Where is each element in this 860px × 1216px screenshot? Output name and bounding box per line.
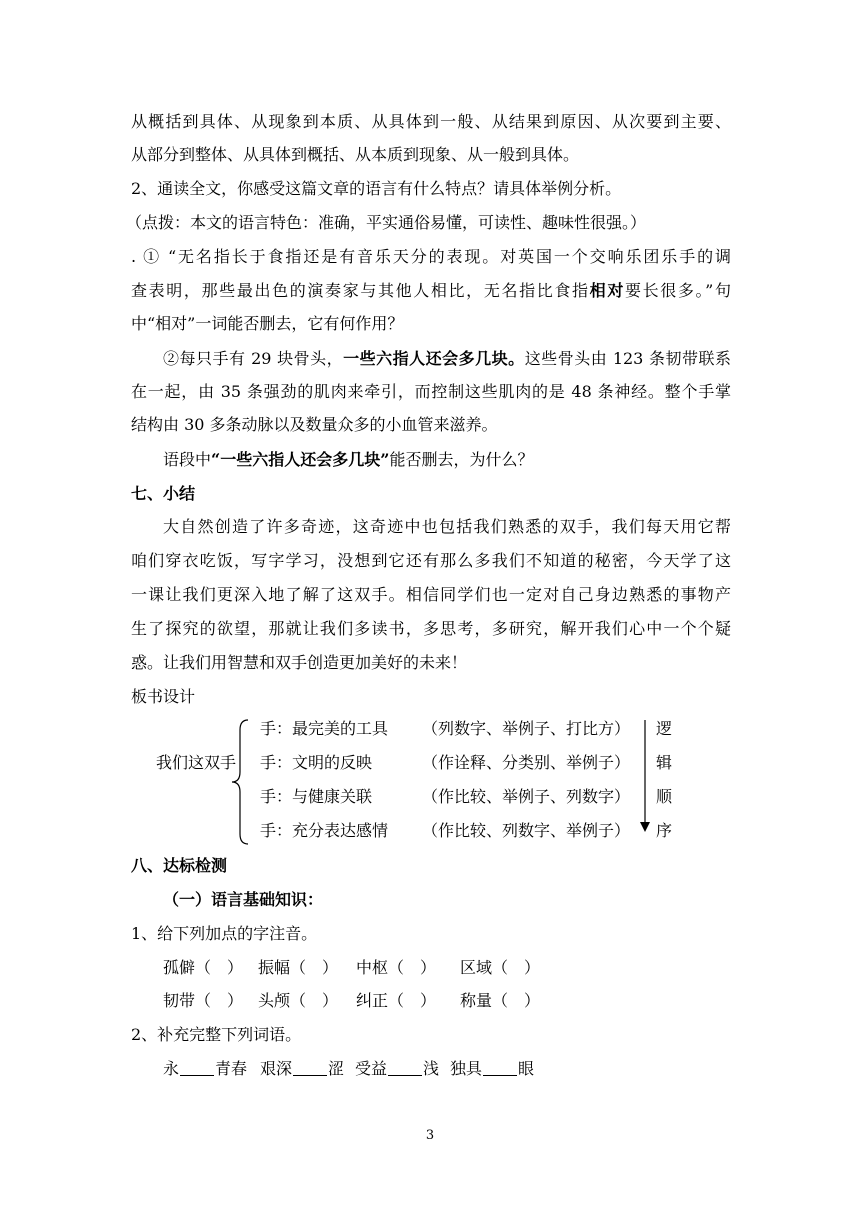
exercise-2: 2、补充完整下列词语。 [131, 1025, 302, 1044]
order-char: 辑 [656, 753, 673, 772]
idiom-part: 浅 [423, 1059, 440, 1078]
summary-line: 咱们穿衣吃饭，写字学习，没想到它还有那么多我们不知道的秘密，今天学了这 [131, 551, 731, 570]
summary-line: 一课让我们更深入地了解了这双手。相信同学们也一定对自己身边熟悉的事物产 [131, 585, 731, 604]
board-method: （作比较、列数字、举例子） [422, 821, 631, 840]
text-line [163, 449, 533, 471]
pinyin-item: 中枢（ ） [356, 958, 437, 977]
idiom-part: 青春 [215, 1059, 248, 1078]
subsection-heading: （一）语言基础知识： [163, 890, 324, 909]
pinyin-item: 纠正（ ） [356, 991, 437, 1010]
board-method: （列数字、举例子、打比方） [422, 719, 631, 738]
idiom-item [163, 1058, 247, 1080]
brace-icon [228, 718, 252, 846]
down-arrow-icon [638, 718, 652, 834]
emphasis-text: 一些六指人还会多几块。 [343, 349, 525, 368]
board-topic: 手：充分表达感情 [260, 821, 389, 840]
fill-blank[interactable] [180, 1059, 214, 1076]
text-span: 要长很多。”句 [624, 281, 731, 300]
pinyin-item: 区域（ ） [460, 958, 541, 977]
pinyin-item: 头颅（ ） [258, 991, 339, 1010]
pinyin-item: 孤僻（ ） [163, 958, 244, 977]
summary-line: 大自然创造了许多奇迹，这奇迹中也包括我们熟悉的双手，我们每天用它帮 [163, 517, 731, 536]
emphasis-text: 相对 [589, 281, 625, 300]
board-root: 我们这双手 [156, 753, 237, 772]
text-line: . ① “无名指长于食指还是有音乐天分的表现。对英国一个交响乐团乐手的调 [131, 247, 731, 266]
idiom-part: 受益 [355, 1059, 388, 1078]
text-span: ②每只手有 29 块骨头， [163, 349, 344, 368]
text-line: 从部分到整体、从具体到概括、从本质到现象、从一般到具体。 [131, 145, 580, 164]
pinyin-item: 韧带（ ） [163, 991, 244, 1010]
idiom-item [355, 1058, 439, 1080]
summary-line: 惑。让我们用智慧和双手创造更加美好的未来！ [131, 653, 468, 672]
section-heading-7: 七、小结 [131, 484, 196, 503]
idiom-item [260, 1058, 344, 1080]
emphasis-text: “一些六指人还会多几块” [211, 450, 390, 469]
text-line [131, 280, 731, 302]
board-method: （作诠释、分类别、举例子） [422, 753, 631, 772]
board-topic: 手：文明的反映 [260, 753, 373, 772]
idiom-part: 永 [163, 1059, 180, 1078]
board-topic: 手：与健康关联 [260, 787, 373, 806]
order-char: 序 [656, 821, 673, 840]
board-topic: 手：最完美的工具 [260, 719, 389, 738]
text-span: 能否删去，为什么？ [389, 450, 534, 469]
text-line: 从概括到具体、从现象到本质、从具体到一般、从结果到原因、从次要到主要、 [131, 112, 731, 131]
fill-blank[interactable] [388, 1059, 422, 1076]
pinyin-item: 振幅（ ） [258, 958, 339, 977]
question-2: 2、通读全文，你感受这篇文章的语言有什么特点？请具体举例分析。 [131, 179, 622, 198]
idiom-part: 涩 [328, 1059, 345, 1078]
board-method: （作比较、举例子、列数字） [422, 787, 631, 806]
fill-blank[interactable] [483, 1059, 517, 1076]
text-span: 查表明，那些最出色的演奏家与其他人相比，无名指比食指 [131, 281, 590, 300]
idiom-part: 独具 [450, 1059, 483, 1078]
text-span: 这些骨头由 123 条韧带联系 [524, 349, 731, 368]
order-char: 顺 [656, 787, 673, 806]
text-line: 结构由 30 多条动脉以及数量众多的小血管来滋养。 [131, 415, 498, 434]
idiom-item [450, 1058, 534, 1080]
fill-blank[interactable] [293, 1059, 327, 1076]
text-line: 中“相对”一词能否删去，它有何作用？ [131, 314, 404, 333]
hint-line: （点拨：本文的语言特色：准确，平实通俗易懂，可读性、趣味性很强。） [126, 213, 647, 232]
text-line: 在一起，由 35 条强劲的肌肉来牵引，而控制这些肌肉的是 48 条神经。整个手掌 [131, 382, 731, 401]
summary-line: 生了探究的欲望，那就让我们多读书，多思考，多研究，解开我们心中一个个疑 [131, 619, 731, 638]
pinyin-item: 称量（ ） [460, 991, 541, 1010]
exercise-1: 1、给下列加点的字注音。 [131, 924, 318, 943]
idiom-part: 艰深 [260, 1059, 293, 1078]
text-span: 语段中 [163, 450, 212, 469]
text-line [163, 348, 731, 370]
board-title: 板书设计 [131, 687, 196, 706]
order-char: 逻 [656, 719, 673, 738]
page-number: 3 [425, 1128, 435, 1143]
section-heading-8: 八、达标检测 [131, 856, 228, 875]
idiom-part: 眼 [518, 1059, 535, 1078]
